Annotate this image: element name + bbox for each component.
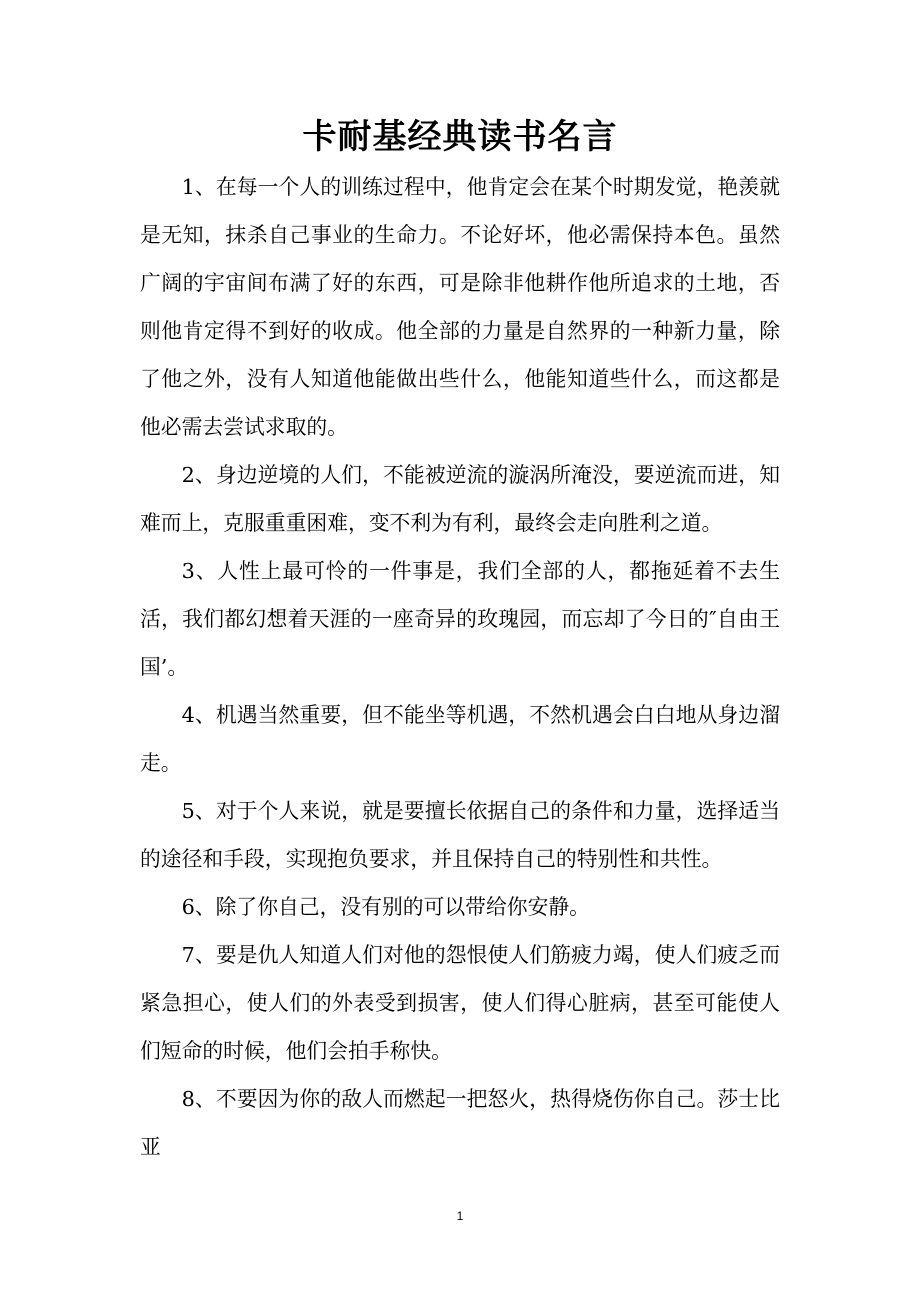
quote-paragraph-6: 6、除了你自己，没有别的可以带给你安静。 [181, 895, 590, 919]
quote-paragraph-1: 1、在每一个人的训练过程中，他肯定会在某个时期发觉，艳羡就是无知，抹杀自己事业的生命力。不论好坏，他必需保持本色。虽然广阔的宇宙间布满了好的东西，可是除非他耕作他所追求的土地，否则他肯定得不到好的收成。他全部的力量是自然界的一种新力量，除了他之外，没有人知道他能做出些什么，他能知道些什么，而这都是他必需去尝试求取的。 [140, 175, 780, 439]
page-number: 1 [456, 1209, 464, 1223]
quote-paragraph-2: 2、身边逆境的人们，不能被逆流的漩涡所淹没，要逆流而进，知难而上，克服重重困难，变不利为有利，最终会走向胜利之道。 [140, 463, 780, 535]
quote-paragraph-4: 4、机遇当然重要，但不能坐等机遇，不然机遇会白白地从身边溜走。 [140, 703, 780, 775]
quote-paragraph-7: 7、要是仇人知道人们对他的怨恨使人们筋疲力竭，使人们疲乏而紧急担心，使人们的外表受到损害，使人们得心脏病，甚至可能使人们短命的时候，他们会拍手称快。 [140, 943, 780, 1063]
quote-paragraph-3: 3、人性上最可怜的一件事是，我们全部的人，都拖延着不去生活，我们都幻想着天涯的一座奇异的玫瑰园，而忘却了今日的″自由王国’。 [140, 559, 780, 679]
document-body [140, 163, 780, 1171]
document-title: 卡耐基经典读书名言 [302, 117, 618, 157]
quote-paragraph-5: 5、对于个人来说，就是要擅长依据自己的条件和力量，选择适当的途径和手段，实现抱负要求，并且保持自己的特别性和共性。 [140, 799, 780, 871]
quote-paragraph-8: 8、不要因为你的敌人而燃起一把怒火，热得烧伤你自己。莎士比亚 [140, 1087, 780, 1159]
